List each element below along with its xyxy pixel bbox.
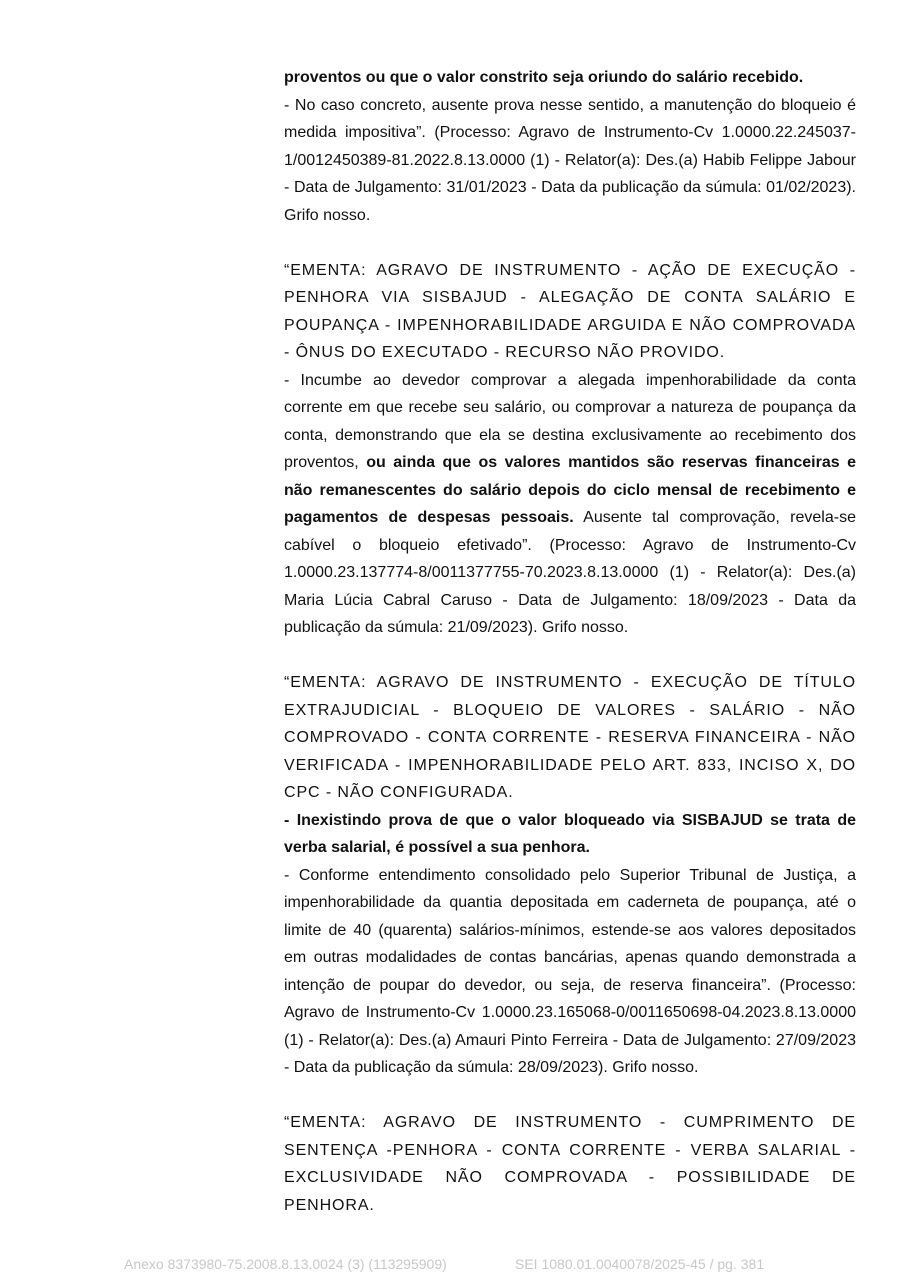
paragraph-gap	[284, 1082, 856, 1110]
bold-emphasis-text: - Inexistindo prova de que o valor bloqueado via SISBAJUD se trata de verba salarial, é possível a sua penhora.	[284, 811, 856, 856]
paragraph-text: - No caso concreto, ausente prova nesse sentido, a manutenção do bloqueio é medida impositiva”. (Processo: Agravo de Instrumento-Cv 1.0000.22.245037-1/0012450389-81.2022.8.13.0000 (1) - Relator(a): Des.(a) Habib Felippe Jabour - Data de Julgamento: 31/01/2023 - Data da publicação da súmula: 01/02/2023). Grifo nosso.	[284, 96, 856, 224]
paragraph-text: - Incumbe ao devedor comprovar a alegada impenhorabilidade da conta corrente em que recebe seu salário, ou comprovar a natureza de poupança da conta, demonstrando que ela se destina exclusivamente ao recebimento dos proventos,	[284, 371, 856, 471]
paragraph-4	[284, 1109, 856, 1219]
bold-lead-text: proventos ou que o valor constrito seja oriundo do salário recebido.	[284, 69, 804, 86]
footer-sei-reference: SEI 1080.01.0040078/2025-45 / pg. 381	[515, 1256, 765, 1272]
paragraph-text: Ausente tal comprovação, revela-se cabível o bloqueio efetivado”. (Processo: Agravo de Instrumento-Cv 1.0000.23.137774-8/0011377755-70.2023.8.13.0000 (1) - Relator(a): Des.(a) Maria Lúcia Cabral Caruso - Data de Julgamento: 18/09/2023 - Data da publicação da súmula: 21/09/2023). Grifo nosso.	[284, 509, 856, 636]
paragraph-3	[284, 669, 856, 1082]
footer-annex-reference: Anexo 8373980-75.2008.8.13.0024 (3) (113295909)	[124, 1256, 447, 1272]
paragraph-text: - Conforme entendimento consolidado pelo Superior Tribunal de Justiça, a impenhorabilidade da quantia depositada em caderneta de poupança, até o limite de 40 (quarenta) salários-mínimos, estende-se aos valores depositados em outras modalidades de contas bancárias, apenas quando demonstrada a intenção de poupar do devedor, ou seja, de reserva financeira”. (Processo: Agravo de Instrumento-Cv 1.0000.23.165068-0/0011650698-04.2023.8.13.0000 (1) - Relator(a): Des.(a) Amauri Pinto Ferreira - Data de Julgamento: 27/09/2023 - Data da publicação da súmula: 28/09/2023). Grifo nosso.	[284, 866, 856, 1076]
paragraph-1	[284, 64, 856, 229]
paragraph-2	[284, 257, 856, 642]
page-footer	[0, 1256, 910, 1276]
ementa-heading: “EMENTA: AGRAVO DE INSTRUMENTO - CUMPRIMENTO DE SENTENÇA -PENHORA - CONTA CORRENTE - VERBA SALARIAL - EXCLUSIVIDADE NÃO COMPROVADA - POSSIBILIDADE DE PENHORA.	[284, 1114, 856, 1214]
ementa-heading: “EMENTA: AGRAVO DE INSTRUMENTO - AÇÃO DE EXECUÇÃO - PENHORA VIA SISBAJUD - ALEGAÇÃO DE CONTA SALÁRIO E POUPANÇA - IMPENHORABILIDADE ARGUIDA E NÃO COMPROVADA - ÔNUS DO EXECUTADO - RECURSO NÃO PROVIDO.	[284, 261, 856, 361]
paragraph-gap	[284, 642, 856, 670]
ementa-heading: “EMENTA: AGRAVO DE INSTRUMENTO - EXECUÇÃO DE TÍTULO EXTRAJUDICIAL - BLOQUEIO DE VALORES - SALÁRIO - NÃO COMPROVADO - CONTA CORRENTE - RESERVA FINANCEIRA - NÃO VERIFICADA - IMPENHORABILIDADE PELO ART. 833, INCISO X, DO CPC - NÃO CONFIGURADA.	[284, 674, 856, 801]
paragraph-gap	[284, 229, 856, 257]
document-body	[284, 64, 856, 1219]
bold-emphasis-text: ou ainda que os valores mantidos são reservas financeiras e não remanescentes do salário depois do ciclo mensal de recebimento e pagamentos de despesas pessoais.	[284, 454, 856, 526]
